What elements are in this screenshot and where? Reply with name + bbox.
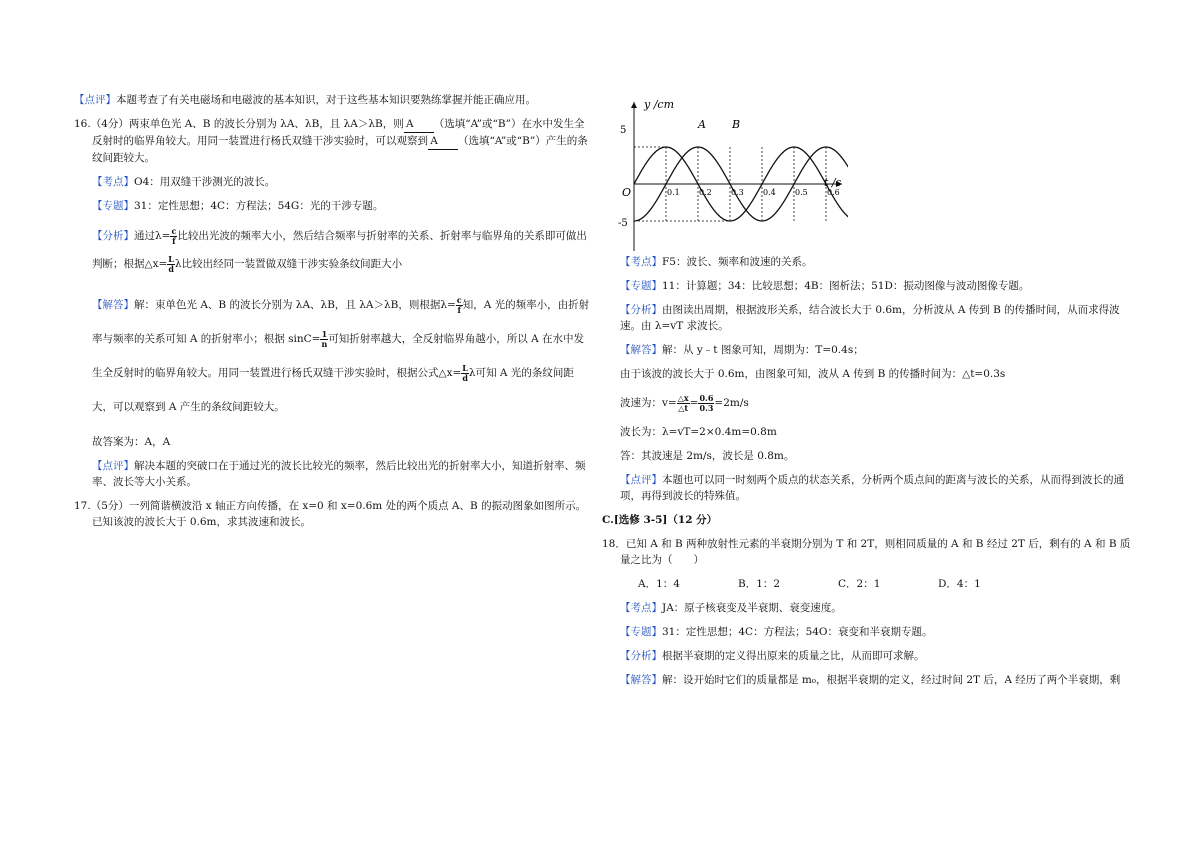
wavelength-line: 波长为：λ=vT=2×0.4m=0.8m <box>620 426 777 438</box>
kaodian-line: 【考点】O4：用双缝干涉测光的波长。 <box>92 176 276 188</box>
question-16: 16.（4分）两束单色光 A、B 的波长分别为 λA、λB，且 λA＞λB，则 A （选填“A”或“B”）在水中发生全反射时的临界角较大。用同一装置进行杨氏双缝干涉实验时，可以观察到 A （选填“A”或“B”）产生的条纹间距较大。 <box>74 118 588 164</box>
zhuanti-line: 【专题】31：定性思想；4C：方程法；54G：光的干涉专题。 <box>92 200 384 212</box>
fraction: $\frac{L}{d}$ <box>462 362 468 383</box>
t-axis-label: t /s <box>824 176 842 189</box>
zhuanti-line: 【专题】11：计算题；34：比较思想；4B：图析法；51D：振动图像与波动图像专题。 <box>620 280 1030 292</box>
left-column <box>74 92 594 538</box>
fenxi-line: 【分析】根据半衰期的定义得出原来的质量之比，从而即可求解。 <box>620 650 925 662</box>
fraction: $\frac{\triangle x}{\triangle t}$ <box>677 392 689 413</box>
jieda-line: 【解答】解：从 y﹣t 图象可知，周期为：T=0.4s； <box>620 344 864 356</box>
fenxi-paragraph: 【分析】由图读出周期，根据波形关系，结合波长大于 0.6m，分析波从 A 传到 B 的传播时间，从而求得波速。由 λ=vT 求波长。 <box>620 304 1120 332</box>
curve-a-label: A <box>698 118 706 131</box>
t-tick: 0.4 <box>763 188 776 197</box>
fenxi-paragraph: 【分析】通过λ= $\frac{c}{f}$ 比较出光波的频率大小，然后结合频率与折射率的关系、折射率与临界角的关系即可做出判断；根据△x= $\frac{L}{d}$ λ比较出经同一装置做双缝干涉实验条纹间距大小 <box>92 225 587 274</box>
dianping-paragraph: 【点评】本题也可以同一时刻两个质点的状态关系，分析两个质点间的距离与波长的关系，从而得到波长的通项，再得到波长的特殊值。 <box>620 474 1124 502</box>
section-heading: C.[选修 3-5]（12 分） <box>602 514 718 526</box>
option-a: A．1：4 <box>638 578 680 590</box>
comment-paragraph: 【点评】本题考查了有关电磁场和电磁波的基本知识，对于这些基本知识要熟练掌握并能正确应用。 <box>74 94 536 106</box>
t-tick-labels <box>667 188 840 197</box>
kaodian-line: 【考点】F5：波长、频率和波速的关系。 <box>620 256 813 268</box>
y-axis-label: y /cm <box>644 98 675 111</box>
y-tick-neg5: -5 <box>618 218 628 229</box>
t-tick: 0.1 <box>667 188 680 197</box>
zhuanti-line: 【专题】31：定性思想；4C：方程法；54O：衰变和半衰期专题。 <box>620 626 933 638</box>
t-tick: 0.5 <box>795 188 808 197</box>
jieda-line: 【解答】解：设开始时它们的质量都是 m₀，根据半衰期的定义，经过时间 2T 后，A 经历了两个半衰期，剩 <box>620 674 1121 686</box>
answer-blank-2: A <box>428 133 458 150</box>
answer-line: 故答案为：A，A <box>92 436 171 448</box>
option-d: D．4：1 <box>938 578 981 590</box>
fraction: $\frac{1}{n}$ <box>321 328 328 349</box>
transit-time-line: 由于该波的波长大于 0.6m，由图象可知，波从 A 传到 B 的传播时间为：△t=0.3s <box>620 368 1006 380</box>
fraction: $\frac{c}{f}$ <box>171 225 177 246</box>
t-tick: 0.6 <box>827 188 840 197</box>
curve-b-label: B <box>732 118 741 131</box>
t-tick: 0.2 <box>699 188 712 197</box>
jieda-paragraph: 【解答】解：束单色光 A、B 的波长分别为 λA、λB，且 λA＞λB，则根据λ= $\frac{c}{f}$ 知，A 光的频率小，由折射率与频率的关系可知 A 的折射率小；根据 sinC= $\frac{1}{n}$ 可知折射率越大，全反射临界角越小，所以 A 在水中发生全反射时的临界角较大。用同一装置进行杨氏双缝干涉实验时，根据公式△x= $\frac{L}{d}$ λ可知 A 光的条纹间距大，可以观察到 A 产生的条纹间距较大。 <box>92 294 590 413</box>
option-b: B．1：2 <box>738 578 781 590</box>
y-tick-5: 5 <box>620 125 627 136</box>
question-17: 17.（5分）一列简谐横波沿 x 轴正方向传播，在 x=0 和 x=0.6m 处的两个质点 A、B 的振动图象如图所示。已知该波的波长大于 0.6m，求其波速和波长。 <box>74 500 587 528</box>
tag-label: 【点评】 <box>74 94 116 106</box>
dianping-paragraph: 【点评】解决本题的突破口在于通过光的波长比较光的频率，然后比较出光的折射率大小，知道折射率、频率、波长等大小关系。 <box>92 460 586 488</box>
kaodian-line: 【考点】JA：原子核衰变及半衰期、衰变速度。 <box>620 602 842 614</box>
vibration-graph <box>618 96 848 256</box>
answer-line: 答：其波速是 2m/s，波长是 0.8m。 <box>620 450 795 462</box>
origin-label: O <box>622 186 632 199</box>
t-tick: 0.3 <box>731 188 744 197</box>
question-18: 18．已知 A 和 B 两种放射性元素的半衰期分别为 T 和 2T，则相同质量的 A 和 B 经过 2T 后，剩有的 A 和 B 质量之比为（ ） <box>602 538 1131 566</box>
speed-line: 波速为：v= $\frac{\triangle x}{\triangle t}$ = $\frac{0.6}{0.3}$ =2m/s <box>620 392 749 413</box>
options-row <box>620 576 1132 592</box>
answer-blank-1: A <box>404 116 434 133</box>
right-column <box>602 254 1132 696</box>
option-c: C．2：1 <box>838 578 881 590</box>
fraction: $\frac{0.6}{0.3}$ <box>699 392 714 413</box>
fraction: $\frac{L}{d}$ <box>168 253 174 274</box>
fraction: $\frac{c}{f}$ <box>456 294 462 315</box>
